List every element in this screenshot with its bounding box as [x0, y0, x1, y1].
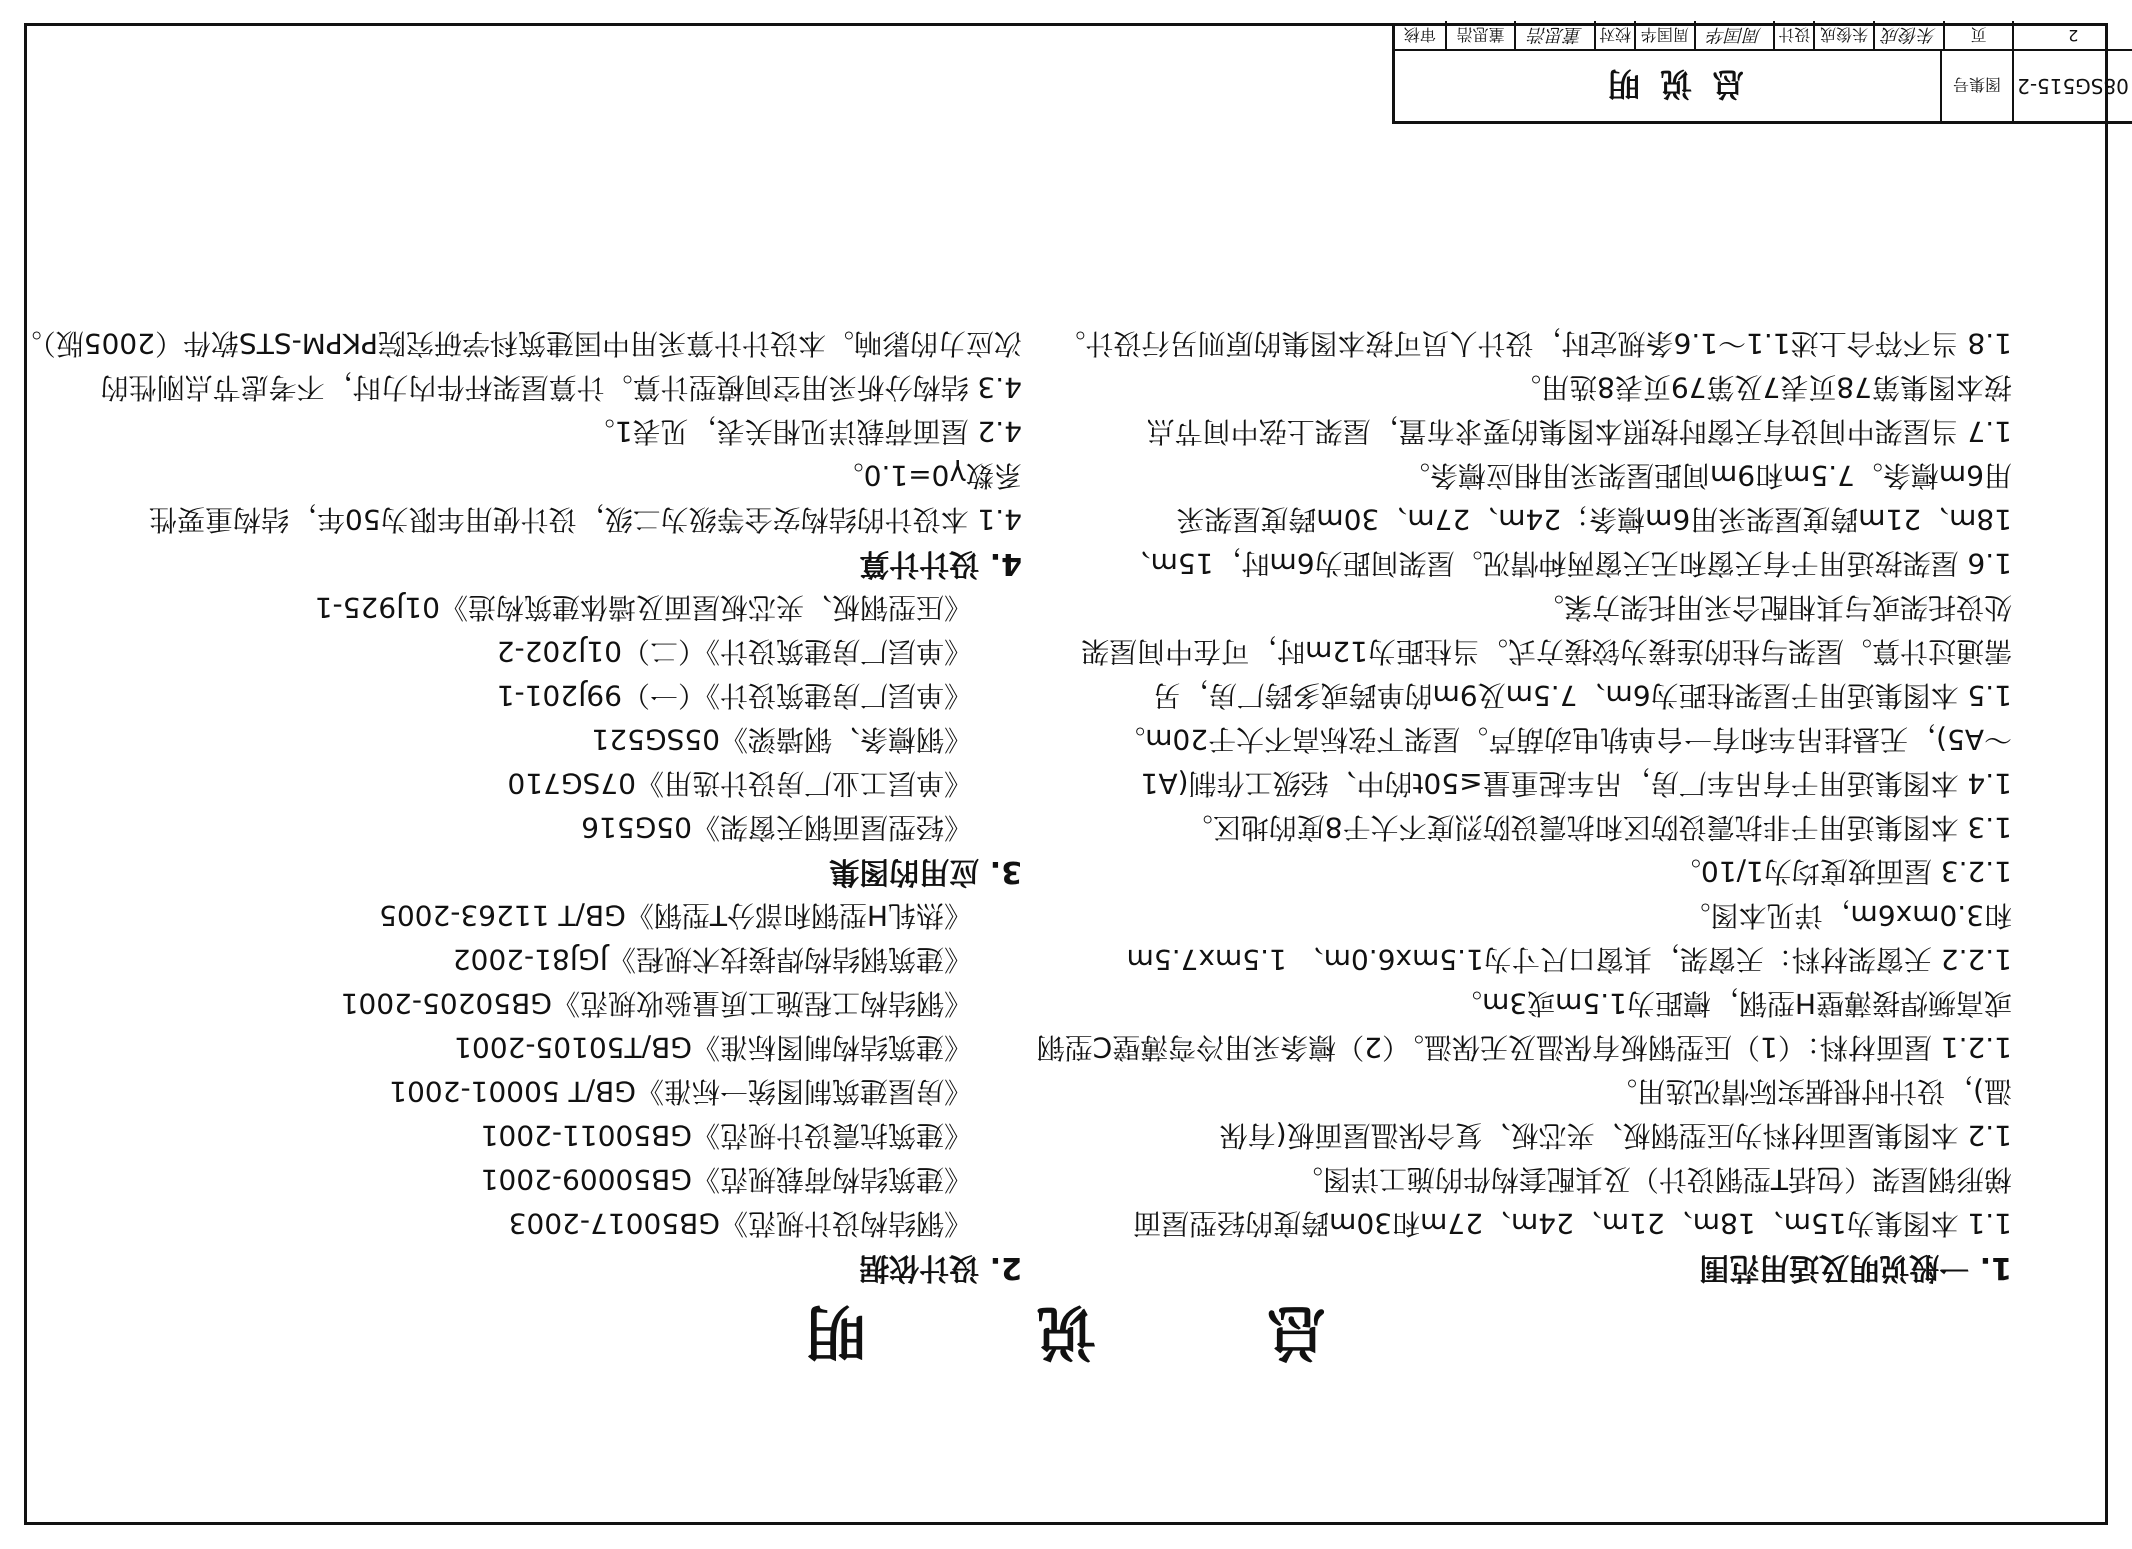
section-1-title: 1. 一般说明及适用范围: [1699, 1250, 2012, 1285]
right-column: [14, 321, 1022, 1289]
text-line: 处设托架或与其相配合采用托架方案。: [1535, 591, 2012, 624]
title-block-signature-row: [1395, 21, 2132, 51]
text-line: 1.2 本图集屋面材料为压型钢板、夹芯板、复合保温屋面板(有保: [1219, 1119, 2012, 1152]
atlas-item: 《单层厂房建筑设计》（一）99J201-1: [496, 679, 972, 712]
checker-signature: 周国华: [1694, 21, 1774, 51]
section-4-title: 4. 设计计算: [859, 546, 1022, 581]
text-line: 1.2.2 天窗架材料：天窗架，其窗口尺寸为1.5mx6.0m、 1.5mx7.5m: [1126, 943, 2012, 976]
text-line: 4.2 屋面荷载详见相关表，见表1。: [586, 415, 1022, 448]
text-line: 需通过计算。屋架与柱的连接为铰接方式。当柱距为12m时，可在中间屋架: [1081, 635, 2012, 668]
reviewer-name: 董思浩: [1445, 21, 1515, 51]
check-label: 校对: [1594, 21, 1634, 51]
text-line: 按本图集第78页表7及第79页表8选用。: [1513, 371, 2012, 404]
atlas-item: 《压型钢板、夹芯板屋面及墙体建筑构造》01J925-1: [314, 591, 972, 624]
reference-item: 《钢结构工程施工质量验收规范》GB50205-2001: [340, 987, 972, 1020]
atlas-item: 《钢檩条、钢墙梁》05SG521: [591, 723, 972, 756]
reference-item: 《建筑结构制图标准》GB/T50105-2001: [454, 1031, 972, 1064]
text-line: 次应力的影响。本设计计算采用中国建筑科学研究院PKPM-STS软件（2005版）。: [13, 327, 1022, 360]
section-3-title: 3. 应用的图集: [829, 854, 1022, 889]
text-line: 梯形钢屋架（包括T型钢设计）及其配套构件的施工详图。: [1294, 1163, 2012, 1196]
left-column: [1037, 321, 2012, 1289]
text-line: 或高频焊接薄壁H型钢，檩距为1.5m或3m。: [1454, 987, 2012, 1020]
text-line: 1.8 当不符合上述1.1～1.6条规定时，设计人员可按本图集的原则另行设计。: [1057, 327, 2012, 360]
text-line: 1.6 屋架按适用于有天窗和无天窗两种情况。屋架间距为6m时，15m、: [1122, 547, 2012, 580]
atlas-number-label: 图集号: [1953, 75, 2002, 95]
text-line: 和3.0mx6m，详见本图。: [1682, 899, 2012, 932]
designer-name: 朱俊成: [1813, 21, 1873, 51]
atlas-item: 《单层工业厂房设计选用》07SG710: [507, 767, 972, 800]
reference-item: 《热轧H型钢和部分T型钢》GB/T 11263-2005: [379, 899, 972, 932]
title-block: [1392, 24, 2132, 124]
page-number: 2: [2012, 21, 2132, 51]
atlas-item: 《单层厂房建筑设计》（二）01J202-2: [496, 635, 972, 668]
checker-name: 周国华: [1634, 21, 1694, 51]
reference-item: 《钢结构设计规范》GB50017-2003: [508, 1207, 972, 1240]
text-line: ～A5)，无悬挂吊车和有一台单轨电动葫芦。屋架下弦标高不大于20m。: [1117, 723, 2012, 756]
text-line: 1.4 本图集适用于有吊车厂房，吊车起重量≤50t的中、轻级工作制(A1: [1140, 767, 2012, 800]
title-block-top-row: [1395, 49, 2132, 121]
text-line: 用6m檩条。7.5m和9m间距屋架采用相应檩条。: [1402, 459, 2012, 492]
text-line: 4.3 结构分析采用空间模型计算。计算屋架杆件内力时，不考虑节点刚性的: [100, 371, 1022, 404]
section-2-title: 2. 设计依据: [859, 1250, 1022, 1285]
reference-item: 《建筑抗震设计规范》GB50011-2001: [480, 1119, 972, 1152]
text-line: 1.2.1 屋面材料：（1）压型钢板有保温及无保温。（2）檩条采用冷弯薄壁C型钢: [1036, 1031, 2012, 1064]
main-title: 总说明: [636, 1296, 1326, 1366]
text-line: 1.1 本图集为15m、18m、21m、24m、27m和30m跨度的轻型屋面: [1133, 1207, 2012, 1240]
text-line: 4.1 本设计的结构安全等级为二级，设计使用年限为50年，结构重要性: [148, 503, 1022, 536]
designer-signature: 朱俊成: [1873, 21, 1943, 51]
text-line: 1.7 当屋架中间设有天窗时按照本图集的要求布置，屋架上弦中间节点: [1146, 415, 2012, 448]
reviewer-signature: 董思浩: [1514, 21, 1594, 51]
page-label: 页: [1943, 21, 2013, 51]
reference-item: 《建筑结构荷载规范》GB50009-2001: [480, 1163, 972, 1196]
reference-item: 《房屋建筑制图统一标准》GB/T 50001-2001: [389, 1075, 972, 1108]
atlas-item: 《轻型屋面钢天窗架》05G516: [581, 811, 972, 844]
text-line: 18m、21m跨度屋架采用6m檩条；24m、27m、30m跨度屋架采: [1176, 503, 2012, 536]
text-line: 1.2.3 屋面坡度均为1/10。: [1672, 855, 2012, 888]
review-label: 审核: [1403, 25, 1436, 45]
atlas-number: 08SG515-2: [2012, 51, 2132, 121]
reference-item: 《建筑钢结构焊接技术规程》JGJ81-2002: [452, 943, 972, 976]
design-label: 设计: [1773, 21, 1813, 51]
text-line: 1.3 本图集适用于非抗震设防区和抗震设防烈度不大于8度的地区。: [1184, 811, 2012, 844]
text-line: 1.5 本图集适用于屋架柱距为6m、7.5m及9m的单跨或多跨厂房，另: [1152, 679, 2012, 712]
drawing-title: 总说明: [1392, 51, 1942, 121]
text-line: 温)，设计时根据实际情况选用。: [1609, 1075, 2012, 1108]
text-line: 系数γ0=1.0。: [835, 459, 1022, 492]
